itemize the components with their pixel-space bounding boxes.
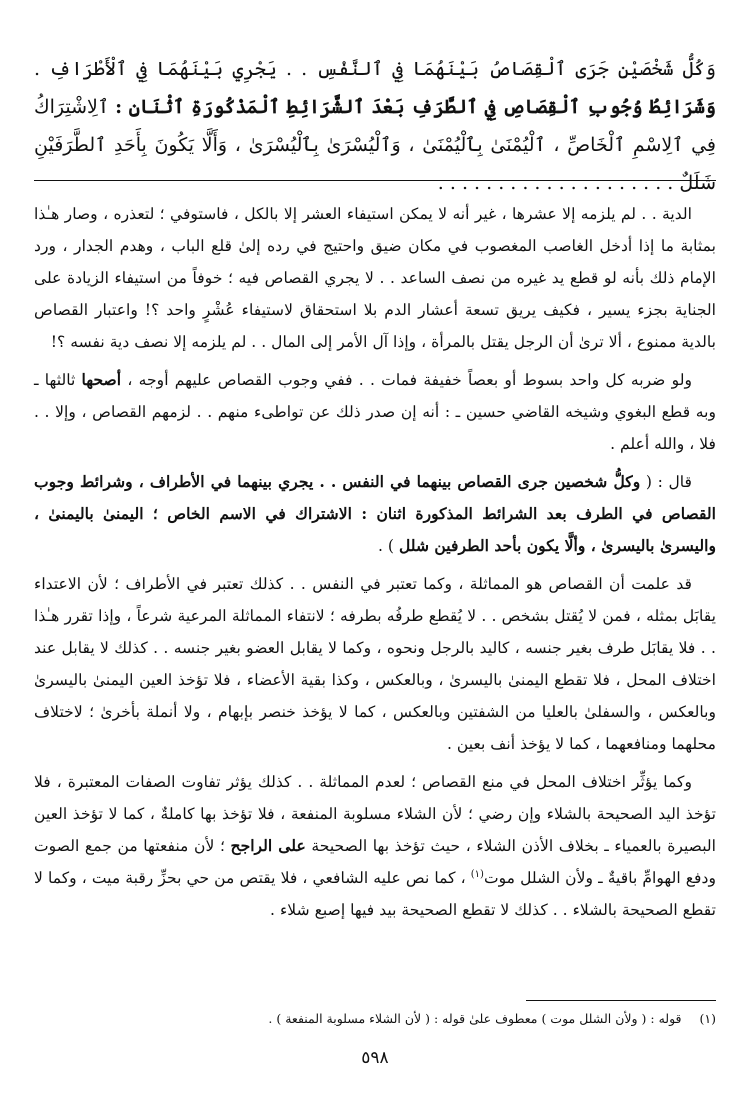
sharh-paragraph-2 bbox=[34, 364, 716, 460]
footnote bbox=[34, 1008, 716, 1030]
sharh-paragraph-4: قد علمت أن القصاص هو المماثلة ، وكما تعتبر في النفس . . كذلك تعتبر في الأطراف ؛ لأن الاعتداء يقابَل بمثله ، فمن لا يُقتل بشخص . . لا يُقطع طرفُه بطرفه ؛ لانتفاء المماثلة المرعية شرعاً ، وإذا تقرر هـٰذا . . فلا يقابَل طرف بغير جنسه ، كاليد بالرجل ونحوه ، وكما لا يقابل العضو بغير جنسه . . كذلك لا يقابل عند اختلاف المحل ، فلا تقطع اليمنىٰ باليسرىٰ ، وبالعكس ، وكذا بقية الأعضاء ، فلا تؤخذ العين اليمنىٰ باليسرىٰ وبالعكس ، والسفلىٰ بالعليا من الشفتين وبالعكس ، كما لا يؤخذ خنصر بإبهام ، ولا أنملة بأخرىٰ ؛ لاختلاف محلهما ومنافعهما ، كما لا يؤخذ أنف بعين . bbox=[34, 575, 716, 753]
matn-dots: . . . . . . . . . . . . . . . . . . . . bbox=[437, 172, 674, 194]
sharh-text bbox=[34, 198, 716, 926]
p3-close: ) . bbox=[378, 537, 394, 555]
p5-bold-alrajih: على الراجح bbox=[230, 836, 306, 855]
matn-conditions: وَشَرَائِطُ وُجُوبِ ٱلْقِصَاصِ فِي ٱلطَّرَفِ بَعْدَ ٱلشَّرَائِطِ ٱلْمَذْكُورَةِ ٱثْنَانِ : bbox=[115, 96, 716, 118]
p5-text-a: وكما يؤثِّر اختلاف المحل في منع القصاص ؛ لعدم المماثلة . . كذلك يؤثر تفاوت الصفات المعتبرة ، فلا تؤخذ اليد الصحيحة بالشلاء وإن رضي ؛ لأن الشلاء مسلوبة المنفعة ، فلا تؤخذ بها كاملةٌ ، كما لا تؤخذ العين البصيرة بالعمياء ـ بخلاف الأذن الشلاء ، حيث تؤخذ بها الصحيحة bbox=[34, 773, 716, 855]
p5-text-c: ؛ لأن منفعتها من جمع الصوت ودفع الهوامِّ باقيةٌ ـ ولأن الشلل موت bbox=[34, 837, 716, 887]
sharh-paragraph-1: الدية . . لم يلزمه إلا عشرها ، غير أنه لا يمكن استيفاء العشر إلا بالكل ، فاستوفي ؛ لتعذره ، وصار هـٰذا بمثابة ما إذا أدخل الغاصب المغصوب في مكان ضيق واحتيج في رده إلىٰ قلع الباب ، وهدم الجدار ، ورد الإمام ذلك بأنه لو قطع يد غيره من نصف الساعد . . لا يجري القصاص فيه ؛ خوفاً من استيفاء الزيادة على الجناية بجزء يسير ، فكيف يريق تسعة أعشار الدم بلا استحقاق لاستيفاء عُشْرٍ واحد ؟! واعتبار القصاص بالدية ممنوع ، ألا ترىٰ أن الرجل يقتل بالمرأة ، وإذا آل الأمر إلى المال . . لم يلزمه إلا نصف دية نفسه ؟! bbox=[34, 205, 716, 351]
footnote-marker: (١) bbox=[470, 868, 484, 880]
footnote-number: (١) bbox=[699, 1011, 716, 1026]
p3-quoted-matn: وكلُّ شخصين جرى القصاص بينهما في النفس . . يجري بينهما في الأطراف ، وشرائط وجوب القصاص في الطرف بعد الشرائط المذكورة اثنان : الاشتراك في الاسم الخاص ؛ اليمنىٰ باليمنىٰ ، واليسرىٰ باليسرىٰ ، وألَّا يكون بأحد الطرفين شلل bbox=[34, 472, 716, 555]
page-number: ٥٩٨ bbox=[361, 1048, 389, 1068]
matn-divider bbox=[34, 180, 716, 181]
sharh-paragraph-3-quote bbox=[34, 466, 716, 562]
p2-text-a: ولو ضربه كل واحد بسوط أو بعصاً خفيفة فمات . . ففي وجوب القصاص عليهم أوجه ، bbox=[127, 371, 692, 389]
sharh-paragraph-5 bbox=[34, 766, 716, 926]
p5-text-d: ، كما نص عليه الشافعي ، فلا يقتص من حي بحزِّ رقبة ميت ، وكما لا تقطع الصحيحة بالشلاء . . كذلك لا تقطع الصحيحة بيد فيها إصبع شلاء . bbox=[34, 869, 716, 919]
matn-line-1: وَكُلُّ شَخْصَيْنِ جَرَى ٱلْقِصَاصُ بَيْنَهُمَا فِي ٱلنَّفْسِ . . يَجْرِي بَيْنَهُمَا فِي ٱلْأَطْرَافِ . bbox=[34, 58, 716, 80]
footnote-text: قوله : ( ولأن الشلل موت ) معطوف علىٰ قوله : ( لأن الشلاء مسلوبة المنفعة ) . bbox=[268, 1011, 682, 1026]
footnote-divider bbox=[526, 1000, 716, 1001]
p2-bold-ashahha: أصحها bbox=[81, 370, 122, 389]
p2-text-c: ثالثها ـ وبه قطع البغوي وشيخه القاضي حسين ـ : أنه إن صدر ذلك عن تواطىء منهم . . لزمهم القصاص ، وإلا . . فلا ، والله أعلم . bbox=[34, 371, 716, 453]
matn-line-2: ٱلِاشْتِرَاكُ فِي ٱلِاسْمِ ٱلْخَاصِّ ، ٱلْيُمْنَىٰ بِٱلْيُمْنَىٰ ، وَٱلْيُسْرَىٰ بِٱلْيُسْرَىٰ ، وَأَلَّا يَكُونَ بِأَحَدِ ٱلطَّرَفَيْنِ شَلَلٌ bbox=[33, 96, 716, 194]
p3-qala: قال : ( bbox=[645, 473, 692, 491]
